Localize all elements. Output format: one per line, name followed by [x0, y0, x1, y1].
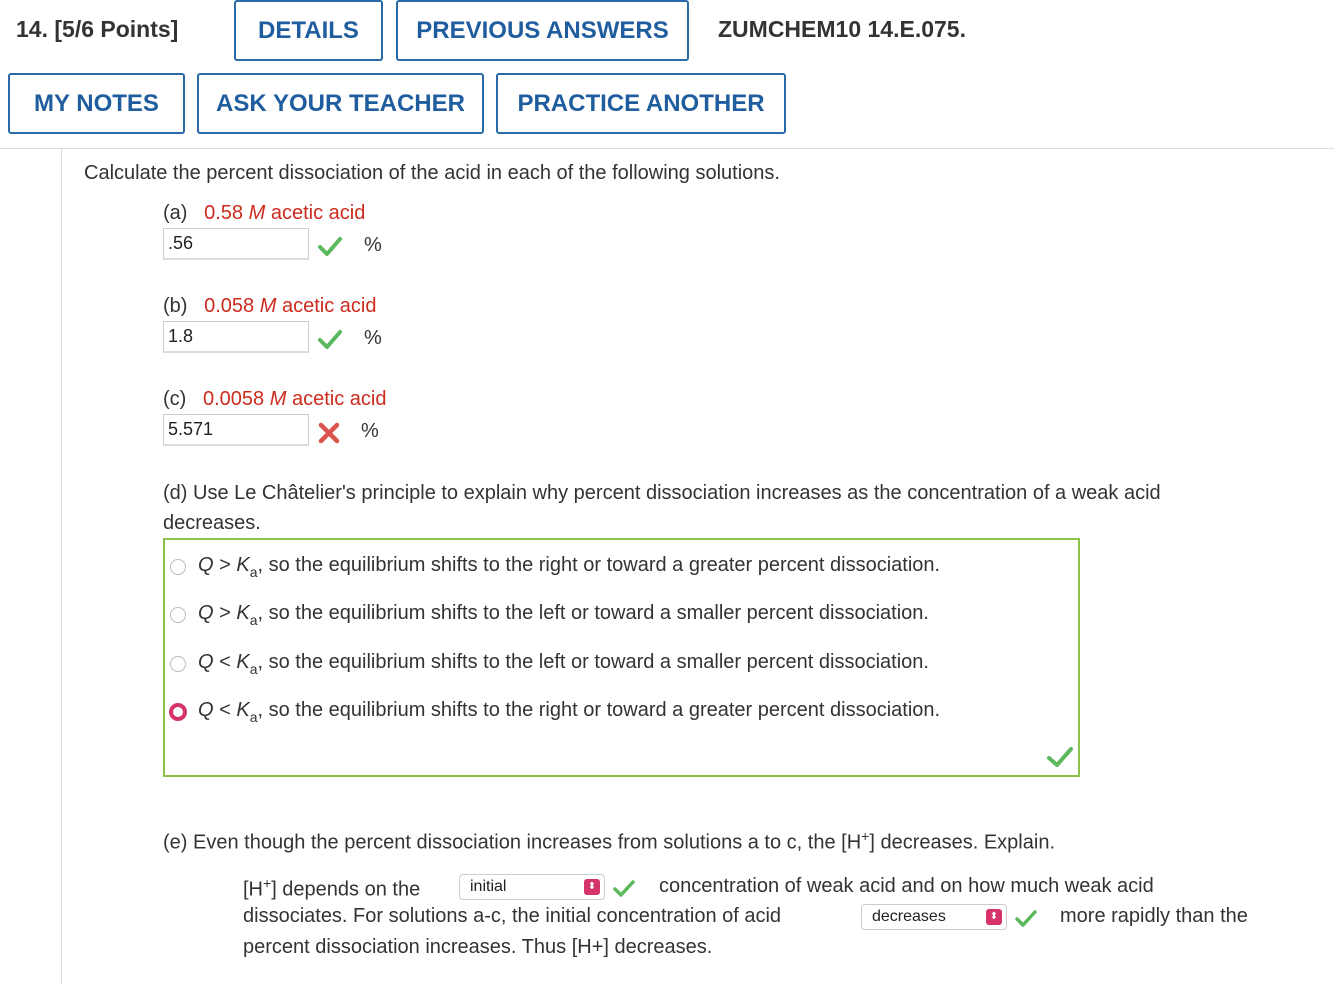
- select-arrows-icon: ⬍: [584, 879, 600, 895]
- choice-3-label[interactable]: $Q < K_a$, so the equilibrium shifts to the left or toward a smaller percent dissociation.: [198, 651, 929, 677]
- part-c-unit: %: [361, 420, 379, 442]
- select-arrows-icon: ⬍: [986, 909, 1002, 925]
- part-c-label: (c) 0.0058 M acetic acid: [163, 388, 387, 410]
- part-c-concentration: 0.0058 M acetic acid: [203, 388, 387, 410]
- question-prompt: Calculate the percent dissociation of the acid in each of the following solutions.: [84, 162, 780, 184]
- check-icon: [318, 329, 342, 349]
- details-button[interactable]: DETAILS: [234, 0, 383, 61]
- question-number: 14.: [16, 16, 48, 42]
- choice-4-radio-selected[interactable]: [169, 703, 187, 721]
- check-icon: [1047, 746, 1073, 768]
- choice-2-radio[interactable]: [170, 607, 186, 623]
- choice-1-label[interactable]: $Q > K_a$, so the equilibrium shifts to the right or toward a greater percent dissociation.: [198, 554, 941, 580]
- part-e-line1-start: [H+] depends on the: [243, 875, 421, 901]
- trend-select[interactable]: decreases ⬍: [861, 904, 1007, 930]
- ask-teacher-button[interactable]: ASK YOUR TEACHER: [197, 73, 484, 134]
- part-d-prompt-line2: decreases.: [163, 512, 261, 534]
- previous-answers-button[interactable]: PREVIOUS ANSWERS: [396, 0, 689, 61]
- check-icon: [318, 236, 342, 256]
- part-a-label: (a) 0.58 M acetic acid: [163, 202, 366, 224]
- part-e-line1-end: concentration of weak acid and on how much weak acid: [659, 875, 1154, 897]
- choice-1-radio[interactable]: [170, 559, 186, 575]
- part-c-answer-input[interactable]: 5.571: [163, 414, 309, 446]
- part-e-line2-start: dissociates. For solutions a-c, the initial concentration of acid: [243, 905, 782, 927]
- part-d-prompt-line1: (d) Use Le Châtelier's principle to explain why percent dissociation increases as the concentration of a weak acid: [163, 482, 1161, 504]
- check-icon: [613, 879, 635, 897]
- question-points: [5/6 Points]: [54, 16, 179, 42]
- content-border: [61, 149, 62, 984]
- choice-2-label[interactable]: $Q > K_a$, so the equilibrium shifts to the left or toward a smaller percent dissociation.: [198, 602, 929, 628]
- part-a-concentration: 0.58 M acetic acid: [204, 202, 366, 224]
- part-e-prompt: (e) Even though the percent dissociation increases from solutions a to c, the [H+] decreases. Explain.: [163, 828, 1055, 854]
- divider: [0, 148, 1334, 149]
- part-e-line2-end: more rapidly than the: [1060, 905, 1248, 927]
- question-id: ZUMCHEM10 14.E.075.: [718, 16, 966, 42]
- x-icon: [318, 422, 340, 444]
- part-b-concentration: 0.058 M acetic acid: [204, 295, 377, 317]
- choice-4-label[interactable]: $Q < K_a$, so the equilibrium shifts to the right or toward a greater percent dissociation.: [198, 699, 941, 725]
- concentration-type-select[interactable]: initial ⬍: [459, 874, 605, 900]
- part-b-answer-input[interactable]: 1.8: [163, 321, 309, 353]
- part-e-line3: percent dissociation increases. Thus [H+] decreases.: [243, 936, 713, 958]
- part-b-label: (b) 0.058 M acetic acid: [163, 295, 377, 317]
- practice-another-button[interactable]: PRACTICE ANOTHER: [496, 73, 786, 134]
- part-a-answer-input[interactable]: .56: [163, 228, 309, 260]
- my-notes-button[interactable]: MY NOTES: [8, 73, 185, 134]
- part-b-unit: %: [364, 327, 382, 349]
- choice-3-radio[interactable]: [170, 656, 186, 672]
- part-a-unit: %: [364, 234, 382, 256]
- question-header: [16, 16, 178, 43]
- check-icon: [1015, 909, 1037, 927]
